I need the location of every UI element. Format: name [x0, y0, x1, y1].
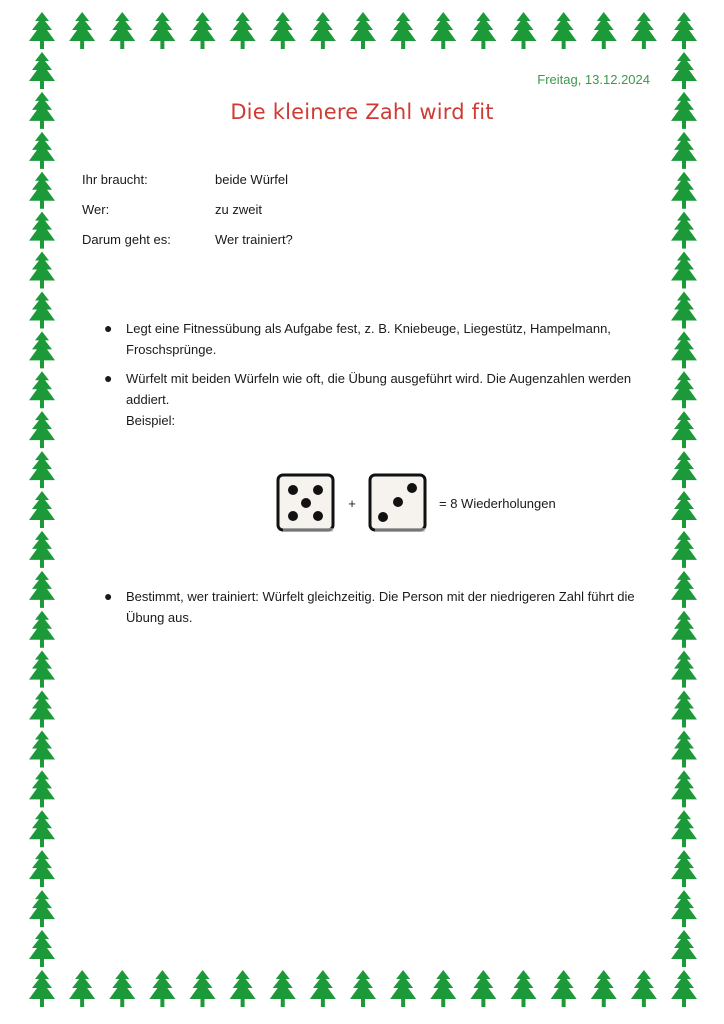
tree-icon — [551, 12, 577, 49]
tree-icon — [29, 970, 55, 1007]
tree-icon — [671, 52, 697, 89]
tree-icon — [390, 12, 416, 49]
info-row-material — [82, 172, 293, 202]
list-item-text: Bestimmt, wer trainiert: Würfelt gleichzeitig. Die Person mit der niedrigeren Zahl führt die Übung aus. — [126, 589, 635, 625]
tree-icon — [29, 611, 55, 648]
tree-icon — [671, 291, 697, 328]
tree-icon — [671, 730, 697, 767]
tree-icon — [109, 970, 135, 1007]
list-item — [104, 368, 644, 431]
tree-icon — [29, 691, 55, 728]
tree-icon — [671, 970, 697, 1007]
tree-icon — [69, 12, 95, 49]
info-row-who — [82, 202, 293, 232]
tree-icon — [29, 850, 55, 887]
info-value: beide Würfel — [215, 172, 288, 187]
tree-icon — [29, 651, 55, 688]
tree-icon — [29, 810, 55, 847]
tree-icon — [671, 890, 697, 927]
tree-icon — [350, 12, 376, 49]
tree-icon — [671, 172, 697, 209]
tree-icon — [671, 691, 697, 728]
list-item-text: Würfelt mit beiden Würfeln wie oft, die Übung ausgeführt wird. Die Augenzahlen werden addiert. — [126, 371, 632, 407]
instruction-list — [104, 318, 644, 439]
info-label: Darum geht es: — [82, 232, 171, 247]
tree-icon — [29, 291, 55, 328]
tree-icon — [149, 970, 175, 1007]
tree-icon — [591, 970, 617, 1007]
tree-icon — [270, 970, 296, 1007]
tree-icon — [230, 12, 256, 49]
list-item — [104, 318, 644, 360]
tree-icon — [29, 411, 55, 448]
tree-icon — [671, 810, 697, 847]
tree-icon — [470, 12, 496, 49]
tree-icon — [29, 52, 55, 89]
list-item-text: Legt eine Fitnessübung als Aufgabe fest, z. B. Kniebeuge, Liegestütz, Hampelmann, Froschsprünge. — [126, 321, 611, 357]
info-label: Wer: — [82, 202, 110, 217]
tree-icon — [29, 730, 55, 767]
info-row-topic — [82, 232, 293, 262]
tree-icon — [631, 970, 657, 1007]
info-value: Wer trainiert? — [215, 232, 293, 247]
tree-icon — [671, 571, 697, 608]
tree-icon — [190, 12, 216, 49]
tree-icon — [671, 930, 697, 967]
tree-icon — [69, 970, 95, 1007]
tree-icon — [29, 930, 55, 967]
bullet-icon: ● — [104, 588, 113, 604]
tree-icon — [671, 611, 697, 648]
tree-icon — [310, 970, 336, 1007]
tree-icon — [29, 770, 55, 807]
info-value: zu zweit — [215, 202, 262, 217]
tree-icon — [671, 212, 697, 249]
tree-icon — [511, 970, 537, 1007]
tree-icon — [190, 970, 216, 1007]
tree-icon — [29, 12, 55, 49]
tree-icon — [631, 12, 657, 49]
tree-icon — [29, 212, 55, 249]
tree-icon — [270, 12, 296, 49]
list-item — [104, 586, 644, 628]
tree-icon — [671, 491, 697, 528]
bullet-icon: ● — [104, 370, 113, 386]
tree-icon — [671, 850, 697, 887]
tree-icon — [430, 970, 456, 1007]
tree-icon — [149, 12, 175, 49]
tree-icon — [29, 531, 55, 568]
tree-icon — [671, 531, 697, 568]
tree-icon — [29, 890, 55, 927]
tree-icon — [671, 371, 697, 408]
die-three-icon — [367, 472, 429, 534]
tree-icon — [671, 252, 697, 289]
tree-icon — [671, 451, 697, 488]
tree-icon — [310, 12, 336, 49]
tree-icon — [671, 331, 697, 368]
tree-icon — [29, 451, 55, 488]
page-title: Die kleinere Zahl wird fit — [230, 100, 494, 124]
tree-icon — [29, 491, 55, 528]
info-label: Ihr braucht: — [82, 172, 148, 187]
tree-icon — [511, 12, 537, 49]
tree-icon — [390, 970, 416, 1007]
tree-icon — [671, 12, 697, 49]
tree-icon — [350, 970, 376, 1007]
tree-icon — [671, 132, 697, 169]
tree-icon — [470, 970, 496, 1007]
tree-icon — [591, 12, 617, 49]
tree-icon — [430, 12, 456, 49]
tree-icon — [29, 132, 55, 169]
tree-icon — [671, 411, 697, 448]
dice-example — [275, 471, 556, 535]
tree-icon — [29, 252, 55, 289]
bullet-icon: ● — [104, 320, 113, 336]
tree-icon — [109, 12, 135, 49]
tree-icon — [230, 970, 256, 1007]
info-table — [82, 172, 293, 262]
tree-icon — [671, 770, 697, 807]
tree-icon — [551, 970, 577, 1007]
tree-icon — [671, 651, 697, 688]
date-label: Freitag, 13.12.2024 — [537, 72, 650, 87]
tree-icon — [29, 571, 55, 608]
result-text: = 8 Wiederholungen — [439, 495, 556, 511]
plus-sign: + — [348, 495, 356, 511]
tree-icon — [29, 371, 55, 408]
example-label: Beispiel: — [126, 413, 176, 428]
die-five-icon — [275, 472, 337, 534]
tree-icon — [29, 172, 55, 209]
tree-icon — [29, 331, 55, 368]
